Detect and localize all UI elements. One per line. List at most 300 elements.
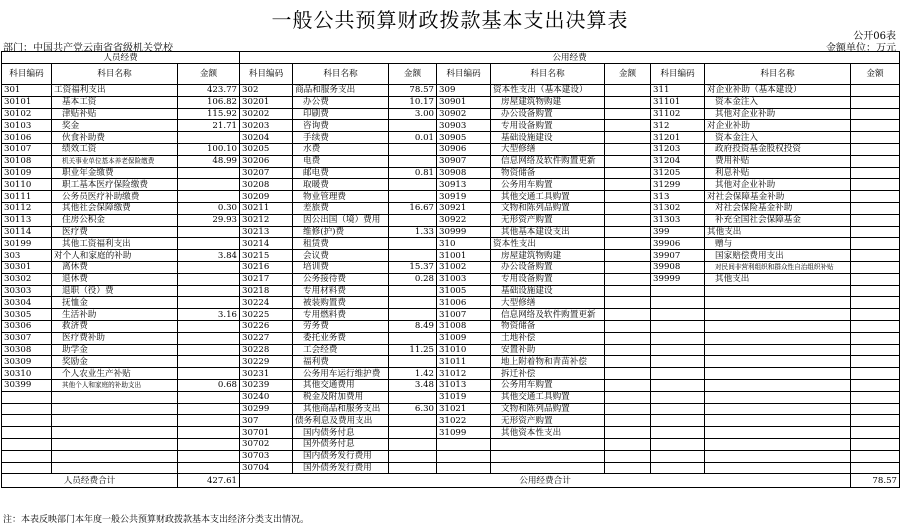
cell-name: 其他对企业补助 (705, 108, 851, 120)
cell-code: 30903 (437, 120, 491, 132)
cell-amount: 11.25 (389, 344, 437, 356)
cell-name: 机关事业单位基本养老保险缴费 (52, 155, 178, 167)
cell-name: 其他资本性支出 (491, 427, 605, 439)
cell-name: 公务用车购置 (491, 179, 605, 191)
cell-code (651, 403, 705, 415)
table-row (2, 438, 900, 450)
cell-name: 取暖费 (293, 179, 389, 191)
cell-amount: 29.93 (178, 214, 240, 226)
cell-name: 土地补偿 (491, 332, 605, 344)
table-row (2, 132, 900, 144)
cell-name: 物业管理费 (293, 191, 389, 203)
cell-name: 基本工资 (52, 96, 178, 108)
cell-code: 31012 (437, 368, 491, 380)
cell-name: 其他个人和家庭的补助支出 (52, 379, 178, 391)
cell-name: 助学金 (52, 344, 178, 356)
cell-code: 30303 (2, 285, 52, 297)
cell-amount (851, 143, 900, 155)
cell-amount (389, 309, 437, 321)
cell-amount (605, 462, 651, 474)
cell-code: 31021 (437, 403, 491, 415)
cell-amount (851, 356, 900, 368)
cell-amount (389, 462, 437, 474)
cell-code: 30231 (240, 368, 293, 380)
cell-amount (605, 391, 651, 403)
cell-name (705, 320, 851, 332)
cell-code: 30224 (240, 297, 293, 309)
cell-name: 资本性支出 (491, 238, 605, 250)
cell-name (705, 379, 851, 391)
cell-name: 大型修缮 (491, 297, 605, 309)
cell-name: 咨询费 (293, 120, 389, 132)
cell-name: 政府投资基金股权投资 (705, 143, 851, 155)
table-row (2, 179, 900, 191)
cell-amount (178, 179, 240, 191)
cell-amount (389, 285, 437, 297)
cell-code: 31022 (437, 415, 491, 427)
cell-amount (389, 238, 437, 250)
cell-code: 31009 (437, 332, 491, 344)
cell-code: 30301 (2, 261, 52, 273)
cell-amount (389, 214, 437, 226)
cell-code (437, 462, 491, 474)
cell-code (2, 450, 52, 462)
cell-name: 邮电费 (293, 167, 389, 179)
cell-code: 31205 (651, 167, 705, 179)
cell-code: 30919 (437, 191, 491, 203)
col-header-code: 科目编码 (437, 64, 491, 85)
cell-amount (851, 368, 900, 380)
table-row (2, 450, 900, 462)
col-header-name: 科目名称 (705, 64, 851, 85)
cell-name (52, 462, 178, 474)
cell-code: 301 (2, 85, 52, 97)
cell-code: 30203 (240, 120, 293, 132)
cell-name: 其他基本建设支出 (491, 226, 605, 238)
cell-amount: 100.10 (178, 143, 240, 155)
cell-amount (851, 450, 900, 462)
cell-code (2, 403, 52, 415)
cell-name: 退职（役）费 (52, 285, 178, 297)
cell-amount (178, 356, 240, 368)
cell-amount (851, 226, 900, 238)
cell-code: 31303 (651, 214, 705, 226)
cell-code (2, 438, 52, 450)
cell-name: 物资储备 (491, 320, 605, 332)
cell-name (705, 391, 851, 403)
cell-amount (605, 438, 651, 450)
cell-code: 39908 (651, 261, 705, 273)
cell-amount (178, 368, 240, 380)
cell-code: 30208 (240, 179, 293, 191)
cell-code: 30309 (2, 356, 52, 368)
cell-code: 313 (651, 191, 705, 203)
cell-amount (178, 285, 240, 297)
cell-amount: 3.84 (178, 250, 240, 262)
table-row (2, 202, 900, 214)
cell-code: 30211 (240, 202, 293, 214)
table-row (2, 415, 900, 427)
cell-amount: 106.82 (178, 96, 240, 108)
cell-code: 30907 (437, 155, 491, 167)
table-row (2, 356, 900, 368)
cell-name (491, 450, 605, 462)
cell-name: 印刷费 (293, 108, 389, 120)
cell-amount (851, 297, 900, 309)
col-header-code: 科目编码 (240, 64, 293, 85)
cell-name (705, 356, 851, 368)
cell-name: 文物和陈列品购置 (491, 202, 605, 214)
cell-name: 对社会保障基金补助 (705, 191, 851, 203)
cell-amount (851, 261, 900, 273)
cell-code: 30214 (240, 238, 293, 250)
cell-name: 津贴补贴 (52, 108, 178, 120)
cell-name: 其他交通费用 (293, 379, 389, 391)
cell-name: 差旅费 (293, 202, 389, 214)
cell-amount (178, 238, 240, 250)
cell-code: 31203 (651, 143, 705, 155)
cell-amount (851, 250, 900, 262)
cell-name: 其他支出 (705, 226, 851, 238)
cell-code: 39999 (651, 273, 705, 285)
cell-amount: 0.01 (389, 132, 437, 144)
cell-amount (851, 332, 900, 344)
cell-name: 资本金注入 (705, 96, 851, 108)
cell-amount (605, 143, 651, 155)
cell-name: 国内债务发行费用 (293, 450, 389, 462)
table-row (2, 120, 900, 132)
cell-code: 30113 (2, 214, 52, 226)
cell-name: 工会经费 (293, 344, 389, 356)
cell-code (651, 427, 705, 439)
cell-code: 30305 (2, 309, 52, 321)
cell-amount: 3.48 (389, 379, 437, 391)
cell-name: 房屋建筑物购建 (491, 250, 605, 262)
cell-amount (389, 191, 437, 203)
cell-code: 30107 (2, 143, 52, 155)
cell-code: 30307 (2, 332, 52, 344)
cell-name (52, 427, 178, 439)
cell-code: 30702 (240, 438, 293, 450)
cell-code (651, 285, 705, 297)
cell-name: 其他支出 (705, 273, 851, 285)
cell-amount (605, 132, 651, 144)
cell-amount (178, 415, 240, 427)
cell-amount (178, 427, 240, 439)
cell-amount (605, 403, 651, 415)
cell-code: 30913 (437, 179, 491, 191)
cell-code: 31008 (437, 320, 491, 332)
cell-code: 31302 (651, 202, 705, 214)
cell-amount (605, 273, 651, 285)
cell-name (52, 403, 178, 415)
cell-name: 拆迁补偿 (491, 368, 605, 380)
cell-code: 30227 (240, 332, 293, 344)
cell-code: 30103 (2, 120, 52, 132)
cell-code: 30206 (240, 155, 293, 167)
table-row (2, 285, 900, 297)
cell-amount (605, 238, 651, 250)
cell-amount (851, 403, 900, 415)
cell-code (437, 438, 491, 450)
cell-amount (851, 120, 900, 132)
cell-code: 30399 (2, 379, 52, 391)
col-header-amount: 金额 (178, 64, 240, 85)
cell-amount (851, 179, 900, 191)
cell-name: 医疗费补助 (52, 332, 178, 344)
cell-name: 地上附着物和青苗补偿 (491, 356, 605, 368)
cell-name (705, 368, 851, 380)
cell-code: 31099 (437, 427, 491, 439)
cell-amount (389, 438, 437, 450)
cell-amount (851, 85, 900, 97)
cell-amount (851, 202, 900, 214)
cell-name (705, 297, 851, 309)
cell-code: 30204 (240, 132, 293, 144)
cell-code: 31019 (437, 391, 491, 403)
cell-code: 312 (651, 120, 705, 132)
cell-code: 30908 (437, 167, 491, 179)
cell-code: 30217 (240, 273, 293, 285)
cell-amount (851, 238, 900, 250)
cell-name: 委托业务费 (293, 332, 389, 344)
cell-name: 租赁费 (293, 238, 389, 250)
cell-name: 专用设备购置 (491, 273, 605, 285)
cell-code: 30922 (437, 214, 491, 226)
cell-name: 对民间非营利组织和群众性自治组织补贴 (705, 261, 851, 273)
cell-amount (851, 132, 900, 144)
cell-amount (605, 226, 651, 238)
cell-name: 资本性支出（基本建设） (491, 85, 605, 97)
cell-amount (605, 309, 651, 321)
cell-code (651, 368, 705, 380)
cell-amount (178, 297, 240, 309)
cell-name: 补充全国社会保障基金 (705, 214, 851, 226)
cell-amount: 16.67 (389, 202, 437, 214)
table-row (2, 226, 900, 238)
cell-code (2, 391, 52, 403)
cell-code: 30209 (240, 191, 293, 203)
cell-name: 物资储备 (491, 167, 605, 179)
expenditure-table (1, 51, 900, 488)
table-row (2, 250, 900, 262)
cell-amount (389, 120, 437, 132)
cell-amount (851, 391, 900, 403)
col-header-name: 科目名称 (52, 64, 178, 85)
cell-code (651, 309, 705, 321)
table-row (2, 273, 900, 285)
cell-code: 30228 (240, 344, 293, 356)
cell-code: 31003 (437, 273, 491, 285)
cell-name: 退休费 (52, 273, 178, 285)
cell-name (52, 415, 178, 427)
cell-name: 奖金 (52, 120, 178, 132)
cell-name: 债务利息及费用支出 (293, 415, 389, 427)
cell-code: 30218 (240, 285, 293, 297)
cell-name: 大型修缮 (491, 143, 605, 155)
cell-name: 资本金注入 (705, 132, 851, 144)
cell-code: 30703 (240, 450, 293, 462)
cell-name: 国家赔偿费用支出 (705, 250, 851, 262)
col-header-code: 科目编码 (651, 64, 705, 85)
cell-name: 费用补贴 (705, 155, 851, 167)
cell-code: 30212 (240, 214, 293, 226)
cell-name: 电费 (293, 155, 389, 167)
cell-name: 水费 (293, 143, 389, 155)
cell-amount (851, 167, 900, 179)
cell-amount (605, 297, 651, 309)
column-header-row (2, 64, 900, 85)
cell-name: 基础设施建设 (491, 132, 605, 144)
cell-name: 奖励金 (52, 356, 178, 368)
cell-amount (178, 450, 240, 462)
cell-code: 30239 (240, 379, 293, 391)
cell-code: 30114 (2, 226, 52, 238)
cell-amount (178, 261, 240, 273)
cell-code: 30215 (240, 250, 293, 262)
cell-amount (178, 320, 240, 332)
cell-name: 国外债务付息 (293, 438, 389, 450)
cell-name (705, 344, 851, 356)
cell-code: 30304 (2, 297, 52, 309)
cell-amount (851, 273, 900, 285)
cell-code: 30199 (2, 238, 52, 250)
cell-amount: 0.81 (389, 167, 437, 179)
cell-name: 商品和服务支出 (293, 85, 389, 97)
cell-amount (605, 191, 651, 203)
cell-code (651, 391, 705, 403)
cell-name: 办公设备购置 (491, 261, 605, 273)
cell-code: 30999 (437, 226, 491, 238)
table-row (2, 391, 900, 403)
cell-amount (605, 320, 651, 332)
cell-name: 办公费 (293, 96, 389, 108)
cell-code: 30229 (240, 356, 293, 368)
cell-code (651, 379, 705, 391)
table-row (2, 261, 900, 273)
cell-name: 税金及附加费用 (293, 391, 389, 403)
cell-code: 30906 (437, 143, 491, 155)
cell-code: 31005 (437, 285, 491, 297)
cell-name: 医疗费 (52, 226, 178, 238)
cell-amount (605, 261, 651, 273)
cell-name (705, 403, 851, 415)
cell-name: 福利费 (293, 356, 389, 368)
cell-code (651, 356, 705, 368)
cell-code: 31001 (437, 250, 491, 262)
cell-code (2, 415, 52, 427)
cell-code: 30101 (2, 96, 52, 108)
cell-name: 因公出国（境）费用 (293, 214, 389, 226)
personnel-total-amount: 427.61 (178, 474, 240, 488)
cell-amount (605, 285, 651, 297)
cell-code: 311 (651, 85, 705, 97)
cell-amount (605, 214, 651, 226)
cell-code (651, 415, 705, 427)
cell-name: 个人农业生产补贴 (52, 368, 178, 380)
col-header-name: 科目名称 (491, 64, 605, 85)
cell-code: 30111 (2, 191, 52, 203)
cell-code: 31102 (651, 108, 705, 120)
cell-name: 其他交通工具购置 (491, 191, 605, 203)
cell-code: 30207 (240, 167, 293, 179)
personnel-total-label: 人员经费合计 (2, 474, 178, 488)
cell-code: 30108 (2, 155, 52, 167)
table-row (2, 85, 900, 97)
cell-name: 被装购置费 (293, 297, 389, 309)
cell-name: 培训费 (293, 261, 389, 273)
cell-code: 309 (437, 85, 491, 97)
cell-code: 30216 (240, 261, 293, 273)
cell-code: 30306 (2, 320, 52, 332)
cell-code: 307 (240, 415, 293, 427)
cell-name: 公务用车运行维护费 (293, 368, 389, 380)
cell-name (705, 309, 851, 321)
cell-name: 其他对企业补助 (705, 179, 851, 191)
cell-name (705, 462, 851, 474)
cell-name: 对企业补助 (705, 120, 851, 132)
table-row (2, 191, 900, 203)
cell-name: 住房公积金 (52, 214, 178, 226)
cell-name: 伙食补助费 (52, 132, 178, 144)
department-label: 部门：中国共产党云南省省级机关党校 (3, 43, 173, 54)
cell-amount: 0.30 (178, 202, 240, 214)
cell-code (651, 344, 705, 356)
cell-name: 工资福利支出 (52, 85, 178, 97)
cell-amount: 1.33 (389, 226, 437, 238)
cell-amount: 0.68 (178, 379, 240, 391)
cell-amount (389, 427, 437, 439)
cell-amount (389, 391, 437, 403)
cell-name: 职工基本医疗保险缴费 (52, 179, 178, 191)
cell-code: 303 (2, 250, 52, 262)
cell-amount (605, 96, 651, 108)
cell-name: 离休费 (52, 261, 178, 273)
cell-name: 职业年金缴费 (52, 167, 178, 179)
cell-amount: 3.16 (178, 309, 240, 321)
cell-code: 30106 (2, 132, 52, 144)
cell-code: 30109 (2, 167, 52, 179)
cell-name: 公务接待费 (293, 273, 389, 285)
col-header-code: 科目编码 (2, 64, 52, 85)
public-total-amount: 78.57 (851, 474, 900, 488)
cell-name: 安置补助 (491, 344, 605, 356)
cell-name: 其他工资福利支出 (52, 238, 178, 250)
cell-amount (605, 167, 651, 179)
table-row (2, 403, 900, 415)
cell-amount (178, 332, 240, 344)
col-header-amount: 金额 (389, 64, 437, 85)
cell-amount (851, 108, 900, 120)
cell-name (491, 462, 605, 474)
cell-code (2, 427, 52, 439)
cell-amount (178, 344, 240, 356)
cell-code: 31201 (651, 132, 705, 144)
table-row (2, 427, 900, 439)
report-title: 一般公共预算财政拨款基本支出决算表 (271, 8, 629, 32)
cell-name (705, 450, 851, 462)
cell-amount (851, 462, 900, 474)
cell-name: 会议费 (293, 250, 389, 262)
cell-code: 30226 (240, 320, 293, 332)
cell-amount (851, 155, 900, 167)
cell-code: 30225 (240, 309, 293, 321)
cell-amount (605, 415, 651, 427)
cell-name: 赠与 (705, 238, 851, 250)
personnel-section-header: 人员经费 (2, 52, 240, 64)
cell-code: 30302 (2, 273, 52, 285)
public-total-label: 公用经费合计 (240, 474, 851, 488)
